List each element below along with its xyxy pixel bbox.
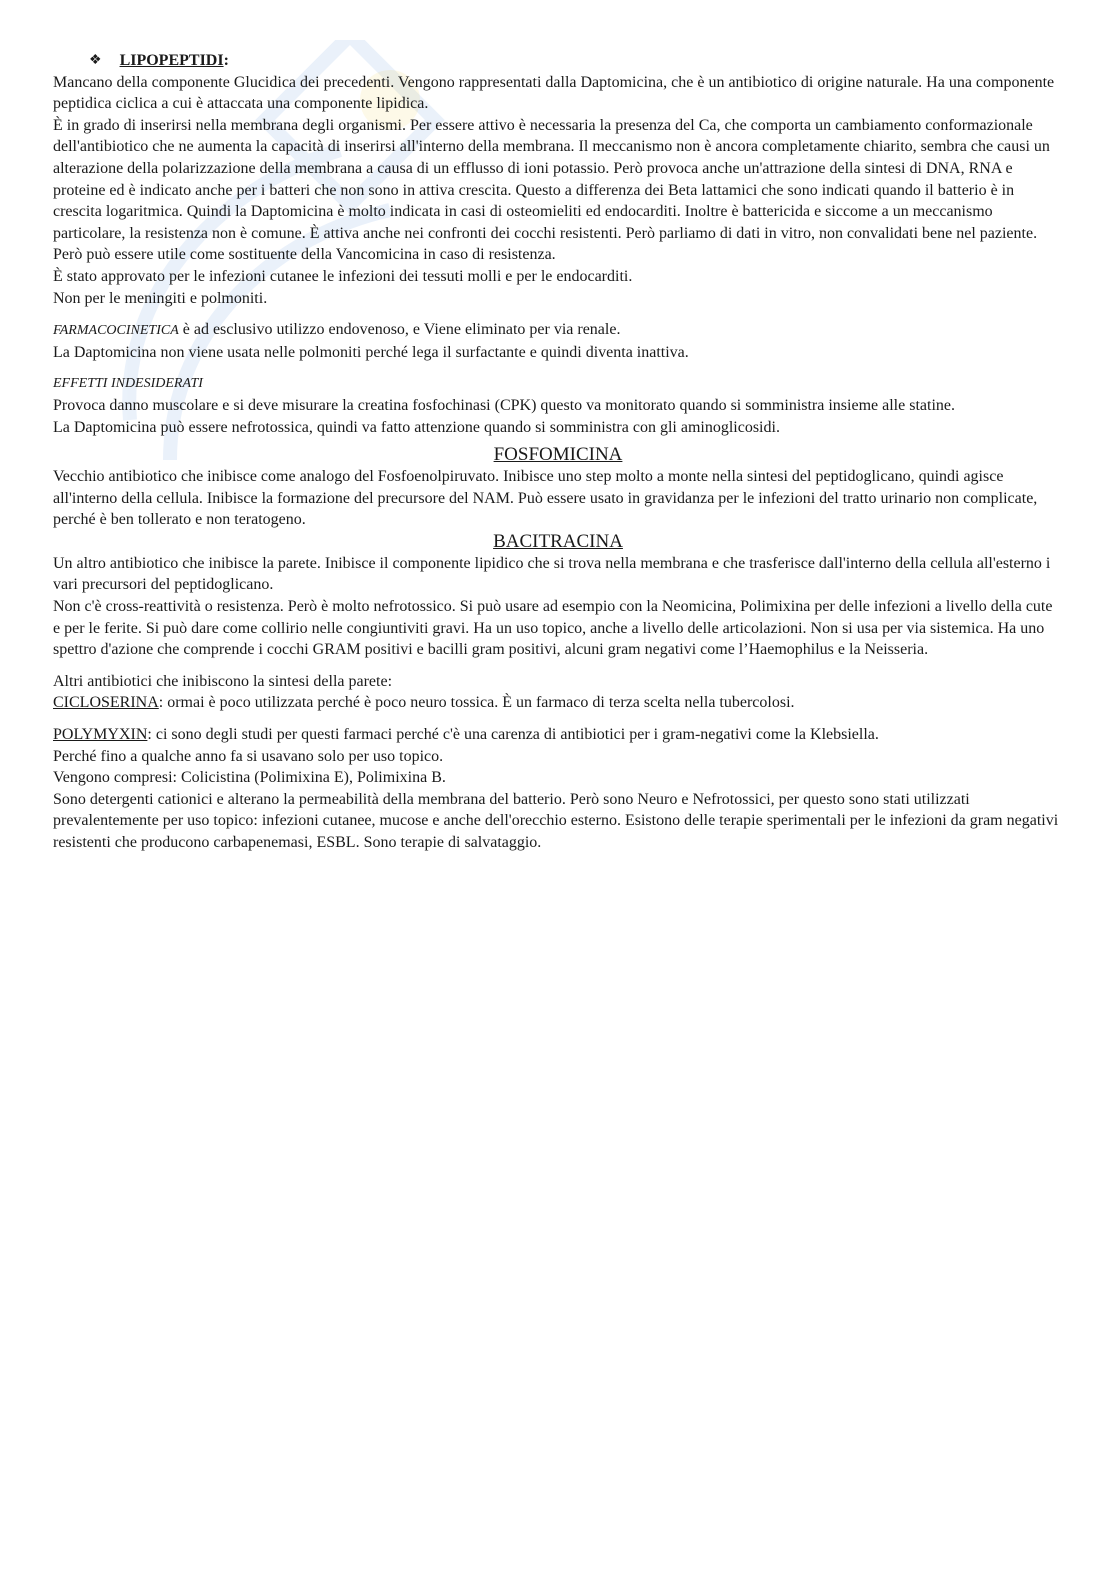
- section-title-bacitracina: BACITRACINA: [493, 530, 623, 552]
- polymyxin-paragraph: [53, 724, 1063, 746]
- paragraph: La Daptomicina non viene usata nelle polmoniti perché lega il surfactante e quindi diventa inattiva.: [53, 343, 689, 361]
- paragraph: È stato approvato per le infezioni cutanee le infezioni dei tessuti molli e per le endocarditi.: [53, 267, 633, 285]
- bullet-icon: ❖: [89, 53, 102, 68]
- paragraph: La Daptomicina può essere nefrotossica, quindi va fatto attenzione quando si somministra con gli aminoglicosidi.: [53, 418, 780, 436]
- paragraph: Sono detergenti cationici e alterano la permeabilità della membrana del batterio. Però sono Neuro e Nefrotossici, per questo sono stati utilizzati prevalentemente per uso topico: infezioni cutanee, mucose e anche dell'orecchio esterno. Esistono delle terapie sperimentali per le infezioni da gram negativi resistenti che producono carbapenemasi, ESBL. Sono terapie di salvataggio.: [53, 790, 1059, 851]
- section-heading-lipopeptidi: [53, 50, 1063, 72]
- farmacocinetica-text: è ad esclusivo utilizzo endovenoso, e Viene eliminato per via renale.: [178, 321, 621, 339]
- effetti-label: EFFETTI INDESIDERATI: [53, 376, 203, 392]
- paragraph: Vecchio antibiotico che inibisce come analogo del Fosfoenolpiruvato. Inibisce uno step molto a monte nella sintesi del peptidoglicano, quindi agisce all'interno della cellula. Inibisce la formazione del precursore del NAM. Può essere usato in gravidanza per le infezioni del tratto urinario non complicate, perché è ben tollerato e non teratogeno.: [53, 468, 1038, 529]
- paragraph: Altri antibiotici che inibiscono la sintesi della parete:: [53, 672, 393, 690]
- cicloserina-paragraph: [53, 692, 1063, 714]
- polymyxin-label: POLYMYXIN: [53, 726, 148, 744]
- cicloserina-label: CICLOSERINA: [53, 694, 159, 712]
- paragraph: Vengono compresi: Colicistina (Polimixina E), Polimixina B.: [53, 769, 446, 787]
- document-page: [53, 50, 1063, 854]
- paragraph: Non per le meningiti e polmoniti.: [53, 289, 268, 307]
- section-title: LIPOPEPTIDI: [119, 52, 224, 69]
- paragraph: Non c'è cross-reattività o resistenza. Però è molto nefrotossico. Si può usare ad esempio con la Neomicina, Polimixina per delle infezioni a livello della cute e per le ferite. Si può dare come collirio nelle congiuntiviti gravi. Ha un uso topico, anche a livello delle articolazioni. Non si usa per via sistemica. Ha uno spettro d'azione che comprende i cocchi GRAM positivi e bacilli gram positivi, alcuni gram negativi come l’Haemophilus e la Neisseria.: [53, 598, 1053, 659]
- cicloserina-text: : ormai è poco utilizzata perché è poco neuro tossica. È un farmaco di terza scelta nella tubercolosi.: [158, 694, 795, 712]
- paragraph: Un altro antibiotico che inibisce la parete. Inibisce il componente lipidico che si trova nella membrana e che trasferisce dall'interno della cellula all'esterno i vari precursori del peptidoglicano.: [53, 554, 1051, 594]
- farmacocinetica-label: FARMACOCINETICA: [53, 323, 179, 339]
- paragraph: Mancano della componente Glucidica dei precedenti. Vengono rappresentati dalla Daptomicina, che è un antibiotico di origine naturale. Ha una componente peptidica ciclica a cui è attaccata una componente lipidica.: [53, 73, 1055, 113]
- paragraph: Provoca danno muscolare e si deve misurare la creatina fosfochinasi (CPK) questo va monitorato quando si somministra insieme alle statine.: [53, 396, 955, 414]
- paragraph: Perché fino a qualche anno fa si usavano solo per uso topico.: [53, 747, 444, 765]
- polymyxin-text: : ci sono degli studi per questi farmaci perché c'è una carenza di antibiotici per i gram-negativi come la Klebsiella.: [147, 726, 879, 744]
- farmacocinetica-paragraph: [53, 319, 1063, 342]
- section-title-colon: :: [223, 52, 229, 69]
- section-title-fosfomicina: FOSFOMICINA: [493, 444, 623, 466]
- paragraph: È in grado di inserirsi nella membrana degli organismi. Per essere attivo è necessaria la presenza del Ca, che comporta un cambiamento conformazionale dell'antibiotico che ne aumenta la capacità di inserirsi all'interno della membrana. Il meccanismo non è ancora completamente chiarito, sembra che causi un alterazione della polarizzazione della membrana a causa di un efflusso di ioni potassio. Però provoca anche un'attrazione della sintesi di DNA, RNA e proteine ed è indicato anche per i batteri che non sono in attiva crescita. Questo a differenza dei Beta lattamici che sono indicati quando il batterio è in crescita logaritmica. Quindi la Daptomicina è molto indicata in casi di osteomieliti ed endocarditi. Inoltre è battericida e siccome a un meccanismo particolare, la resistenza non è comune. È attiva anche nei confronti dei cocchi resistenti. Però parliamo di dati in vitro, non convalidati bene nel paziente. Però può essere utile come sostituente della Vancomicina in caso di resistenza.: [53, 116, 1050, 264]
